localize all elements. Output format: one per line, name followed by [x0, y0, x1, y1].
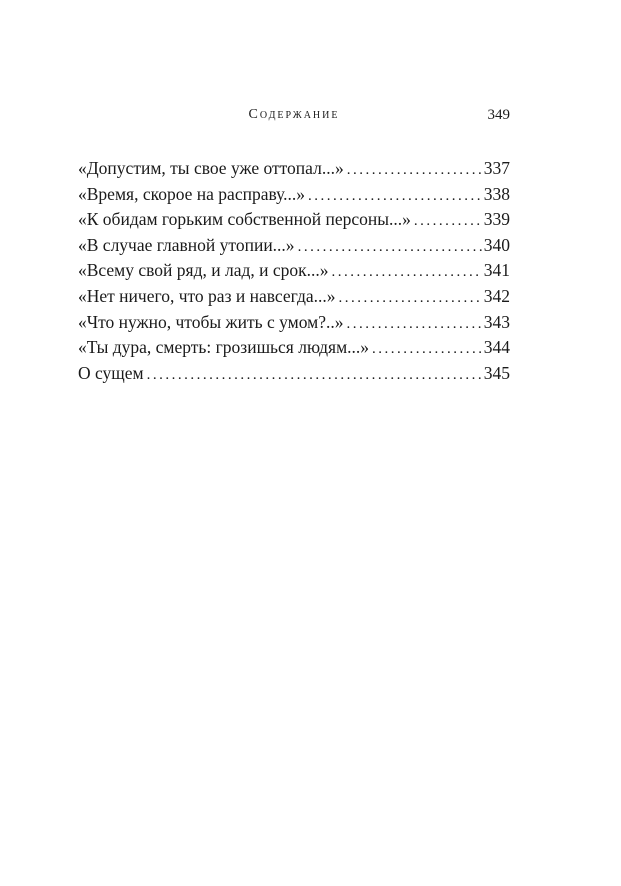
toc-entry-title: «Нет ничего, что раз и навсегда...» — [78, 285, 336, 306]
page-number: 349 — [487, 107, 510, 123]
toc-entry-title: «Всему свой ряд, и лад, и срок...» — [78, 260, 329, 281]
toc-entry — [78, 258, 510, 284]
dot-leader — [372, 337, 482, 361]
toc-entry-page: 345 — [483, 362, 510, 383]
toc-entry-title: О сущем — [78, 362, 144, 383]
toc-entry-title: «Что нужно, чтобы жить с умом?..» — [78, 311, 344, 332]
toc-entry — [78, 233, 510, 259]
toc-entry-title: «Допустим, ты свое уже оттопал...» — [78, 158, 344, 178]
running-header — [78, 104, 510, 126]
toc-entry-page: 340 — [483, 234, 510, 255]
running-title: Содержание — [248, 107, 340, 122]
toc-entry-title: «Время, скорое на расправу...» — [78, 183, 306, 204]
toc-entry-page: 343 — [483, 311, 510, 332]
toc-entry-title: «Ты дура, смерть: грозишься людям...» — [78, 337, 370, 358]
toc-entry-title: «В случае главной утопии...» — [78, 234, 295, 255]
toc-entry — [78, 182, 510, 208]
dot-leader — [332, 260, 482, 284]
toc-entry-title: «К обидам горьким собственной персоны...» — [78, 209, 411, 230]
table-of-contents — [78, 156, 510, 386]
toc-entry — [78, 310, 510, 336]
dot-leader — [147, 363, 482, 387]
toc-entry — [78, 156, 510, 182]
toc-entry-page: 337 — [483, 158, 510, 178]
dot-leader — [339, 286, 482, 310]
toc-entry-page: 339 — [483, 209, 510, 230]
toc-entry-page: 341 — [483, 260, 510, 281]
toc-entry — [78, 361, 510, 387]
dot-leader — [346, 312, 481, 336]
toc-entry — [78, 284, 510, 310]
toc-entry — [78, 335, 510, 361]
dot-leader — [298, 235, 482, 259]
dot-leader — [414, 209, 482, 233]
toc-entry-page: 344 — [483, 337, 510, 358]
toc-entry-page: 342 — [483, 285, 510, 306]
dot-leader — [347, 158, 482, 182]
toc-entry — [78, 207, 510, 233]
toc-entry-page: 338 — [483, 183, 510, 204]
dot-leader — [308, 184, 482, 208]
